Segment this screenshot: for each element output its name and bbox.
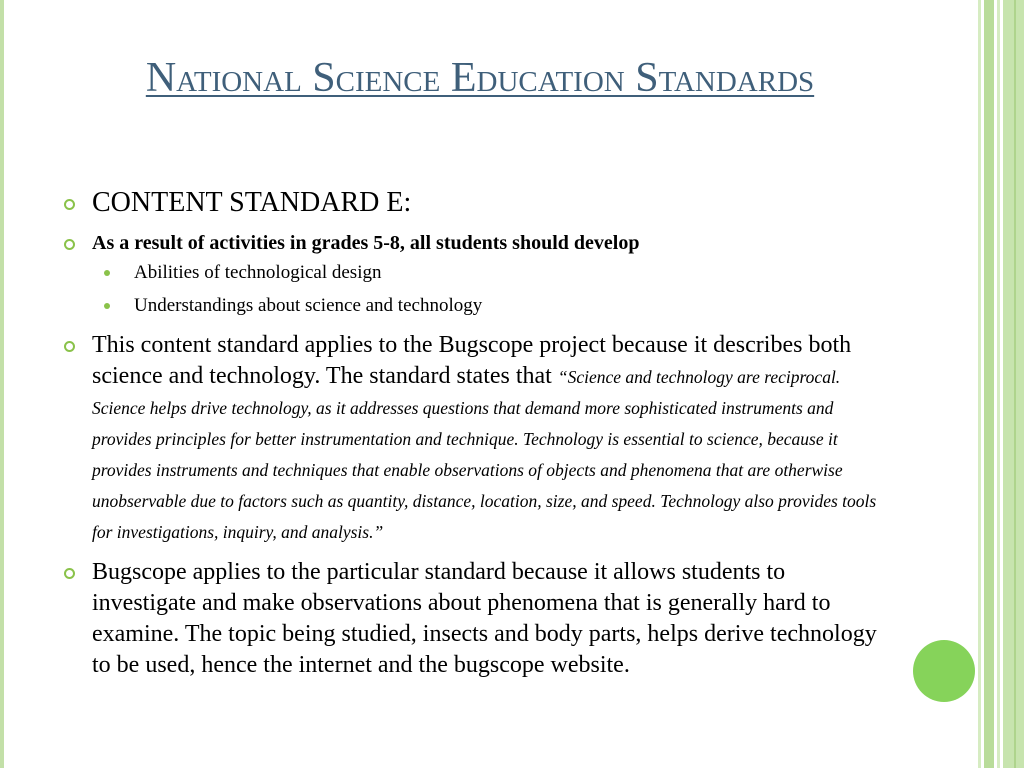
dot-bullet-icon (104, 303, 110, 309)
right-decor-stripe (978, 0, 981, 768)
sub-item-understandings: Understandings about science and technology (134, 295, 483, 316)
right-decor-stripe (1014, 0, 1016, 768)
bullet-item (62, 230, 882, 256)
slide-title: National Science Education Standards (145, 55, 815, 101)
circle-bullet-icon (64, 199, 75, 210)
bullet-item (62, 186, 882, 220)
sub-bullet-item (62, 294, 882, 318)
decorative-green-circle (913, 640, 975, 702)
circle-bullet-icon (64, 568, 75, 579)
sub-bullet-item (62, 261, 882, 285)
right-decor-stripe (997, 0, 1000, 768)
bullet-item (62, 330, 882, 547)
bugscope-text: Bugscope applies to the particular standard because it allows students to investigate and make observations about phenomena that is generally hard to examine. The topic being studied, insects and body parts, helps derive technology to be used, hence the internet and the bugscope website. (92, 559, 877, 678)
applies-text: This content standard applies to the Bugscope project because it describes both science and technology. The standard states that (92, 332, 852, 389)
circle-bullet-icon (64, 341, 75, 352)
circle-bullet-icon (64, 239, 75, 250)
grades-intro: As a result of activities in grades 5-8, all students should develop (92, 232, 640, 254)
sub-item-design: Abilities of technological design (134, 262, 382, 283)
left-frame-border (0, 0, 4, 768)
bullet-item (62, 557, 882, 681)
standard-quote: “Science and technology are reciprocal. Science helps drive technology, as it addresses questions that demand more sophisticated instruments and provides principles for better instrumentation and technique. Technology is essential to science, because it provides instruments and techniques that enable observations of objects and phenomena that are otherwise unobservable due to factors such as quantity, distance, location, size, and speed. Technology also provides tools for investigations, inquiry, and analysis.” (92, 367, 877, 542)
right-decor-stripe (984, 0, 994, 768)
dot-bullet-icon (104, 270, 110, 276)
standard-heading: CONTENT STANDARD E: (92, 187, 412, 218)
slide-body (62, 186, 882, 681)
